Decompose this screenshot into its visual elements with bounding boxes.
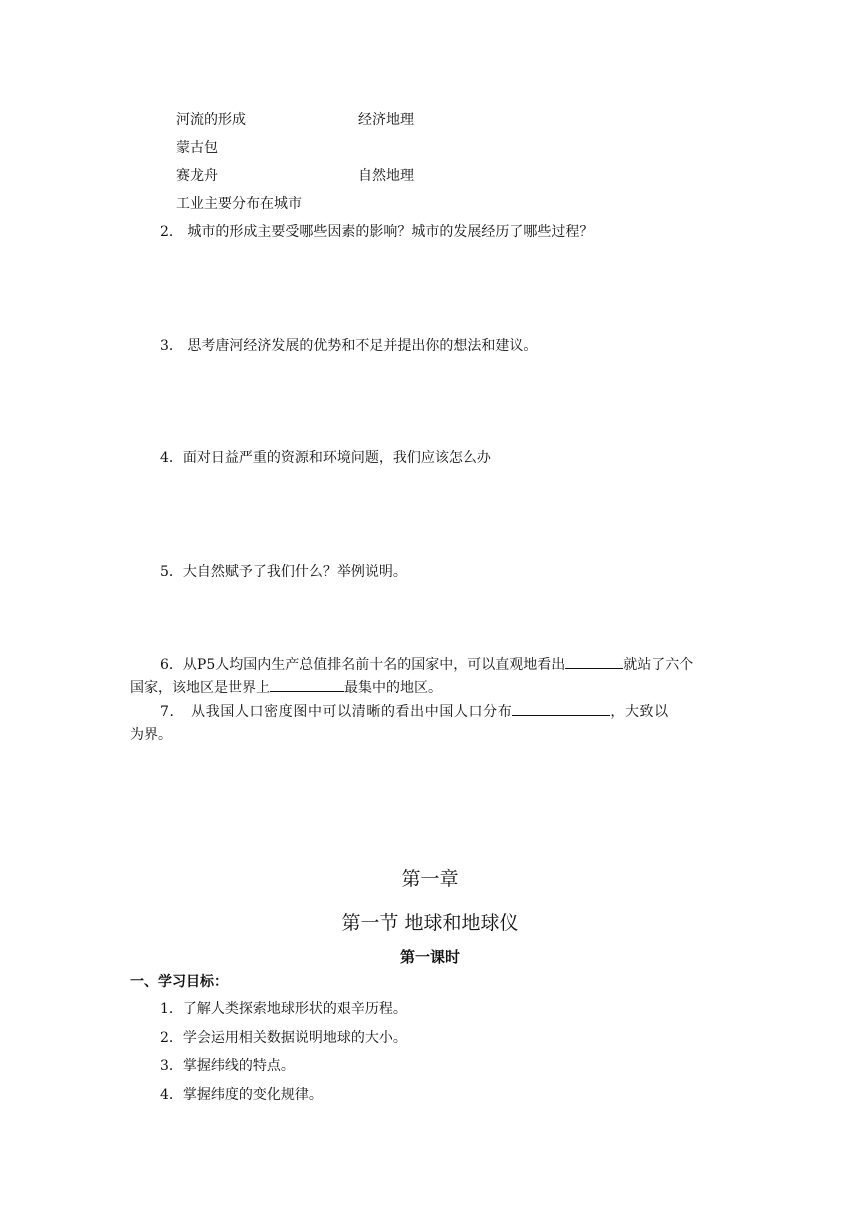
question-6-line-1 bbox=[160, 654, 693, 674]
question-6-line-2 bbox=[130, 677, 442, 697]
question-7-line-1 bbox=[160, 701, 669, 721]
matching-left-item: 工业主要分布在城市 bbox=[176, 196, 302, 212]
section-title: 第一节 地球和地球仪 bbox=[341, 912, 519, 934]
answer-blank[interactable] bbox=[512, 701, 610, 716]
question-4: 4．面对日益严重的资源和环境问题，我们应该怎么办 bbox=[160, 450, 491, 466]
question-6-text: 国家，该地区是世界上 bbox=[130, 680, 270, 696]
matching-right-item: 自然地理 bbox=[358, 168, 414, 184]
chapter-title: 第一章 bbox=[401, 868, 459, 890]
objective-item: 1．了解人类探索地球形状的艰辛历程。 bbox=[160, 1001, 407, 1017]
question-6-text: 最集中的地区。 bbox=[344, 680, 442, 696]
matching-left-item: 河流的形成 bbox=[176, 112, 246, 128]
question-5: 5．大自然赋予了我们什么？举例说明。 bbox=[160, 564, 407, 580]
objective-item: 3．掌握纬线的特点。 bbox=[160, 1058, 295, 1074]
objective-item: 4．掌握纬度的变化规律。 bbox=[160, 1087, 323, 1103]
matching-right-item: 经济地理 bbox=[358, 112, 414, 128]
objectives-heading: 一、学习目标： bbox=[130, 974, 228, 990]
question-7-text: ，大致以 bbox=[610, 704, 669, 720]
answer-blank[interactable] bbox=[565, 654, 623, 669]
question-3: 3． 思考唐河经济发展的优势和不足并提出你的想法和建议。 bbox=[160, 338, 538, 354]
matching-left-item: 赛龙舟 bbox=[176, 168, 218, 184]
question-6-text: 6．从P5人均国内生产总值排名前十名的国家中，可以直观地看出 bbox=[160, 657, 566, 673]
question-7-text: 7． 从我国人口密度图中可以清晰的看出中国人口分布 bbox=[160, 704, 513, 720]
question-2: 2． 城市的形成主要受哪些因素的影响？城市的发展经历了哪些过程？ bbox=[160, 224, 594, 240]
matching-left-item: 蒙古包 bbox=[176, 140, 218, 156]
answer-blank[interactable] bbox=[270, 677, 344, 692]
question-6-text: 就站了六个 bbox=[623, 657, 694, 673]
lesson-title: 第一课时 bbox=[399, 948, 460, 966]
objective-item: 2．学会运用相关数据说明地球的大小。 bbox=[160, 1030, 407, 1046]
question-7-line-2: 为界。 bbox=[130, 727, 172, 743]
